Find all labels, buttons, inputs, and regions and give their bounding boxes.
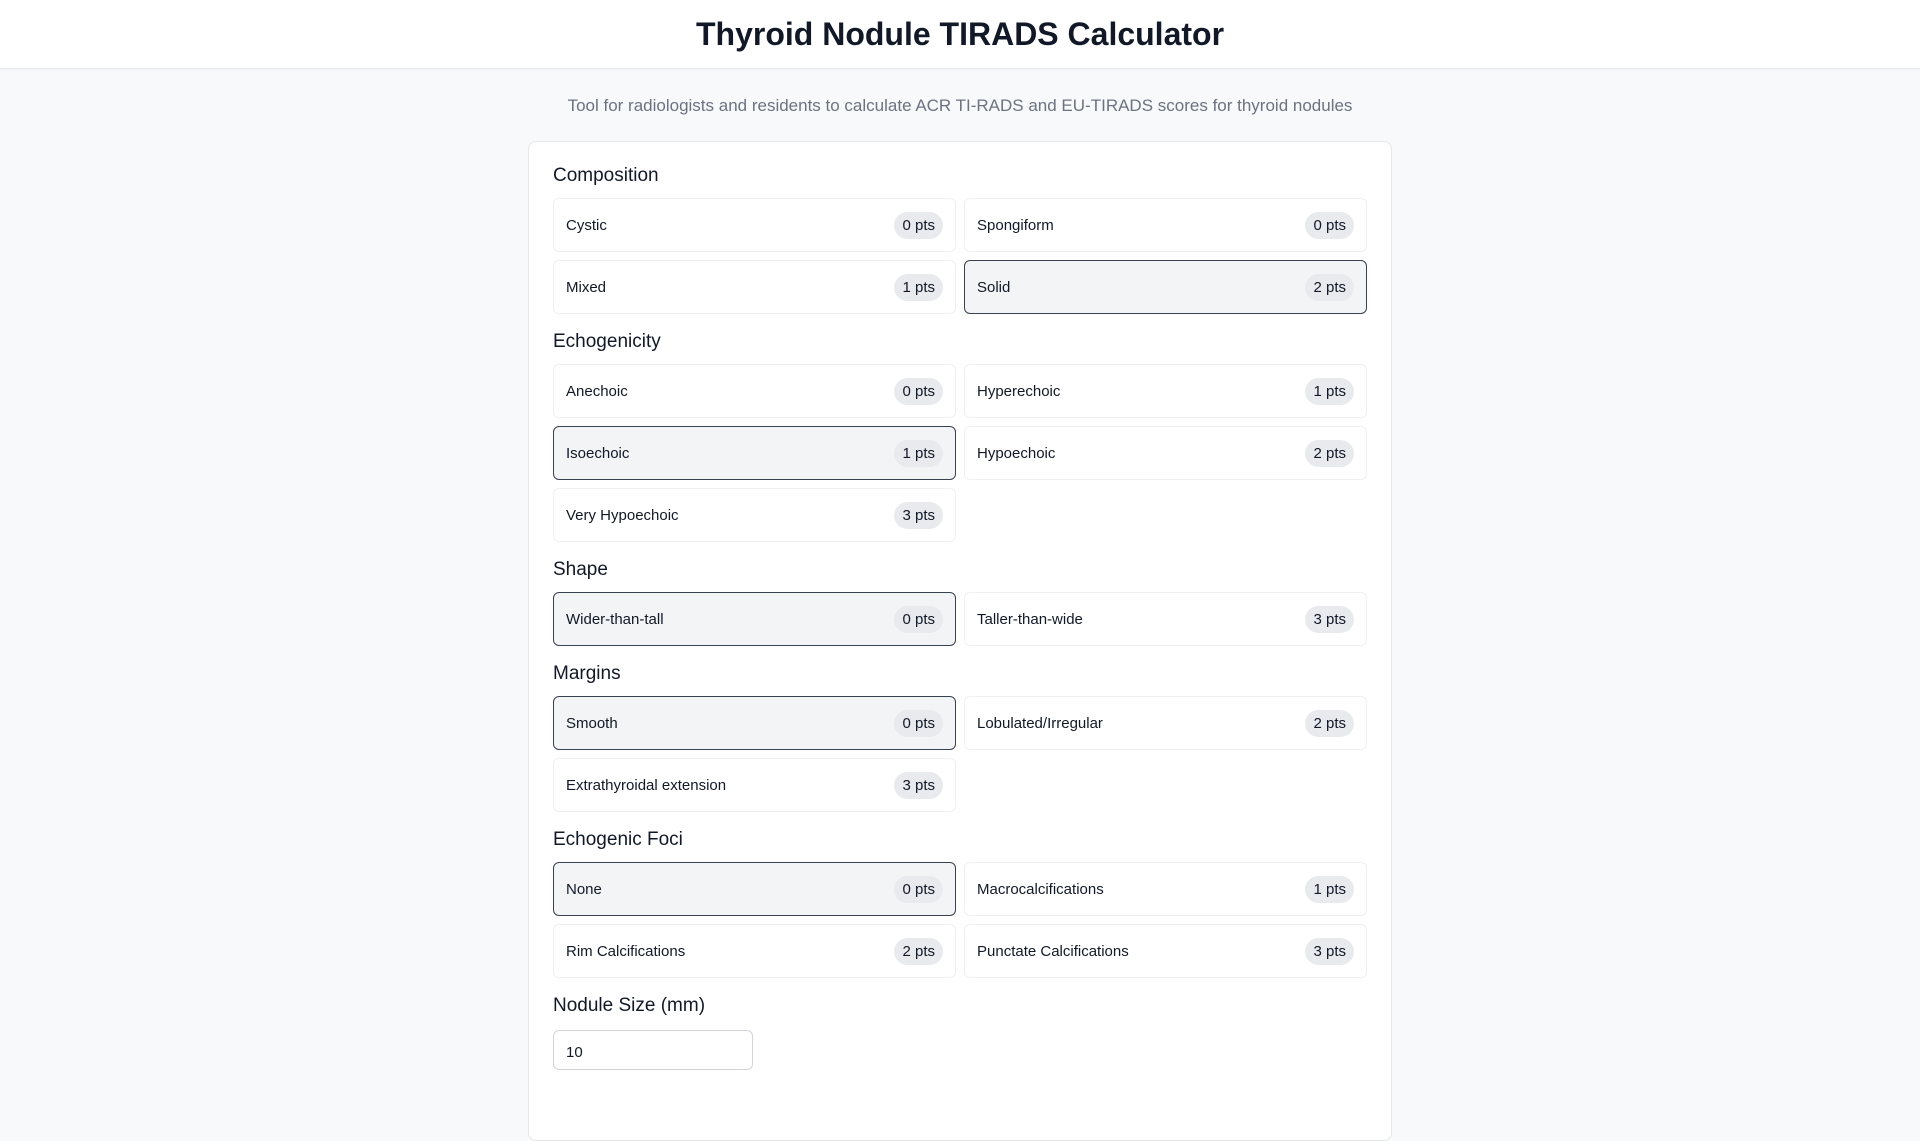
section-echogenicity	[553, 328, 1367, 542]
option-label: Anechoic	[566, 382, 628, 400]
option-very-hypoechoic[interactable]	[553, 488, 956, 542]
points-badge: 0 pts	[894, 876, 943, 903]
option-cystic[interactable]	[553, 198, 956, 252]
points-badge: 0 pts	[894, 606, 943, 633]
option-grid	[553, 592, 1367, 646]
page-subtitle: Tool for radiologists and residents to calculate ACR TI-RADS and EU-TIRADS scores for thyroid nodules	[567, 96, 1353, 115]
option-hyperechoic[interactable]	[964, 364, 1367, 418]
nodule-size-section	[553, 992, 1367, 1070]
section-title: Nodule Size (mm)	[553, 995, 706, 1016]
option-label: Hyperechoic	[977, 382, 1061, 400]
option-smooth[interactable]	[553, 696, 956, 750]
points-badge: 1 pts	[894, 274, 943, 301]
option-grid	[553, 696, 1367, 812]
option-label: Solid	[977, 278, 1011, 296]
option-macrocalcifications[interactable]	[964, 862, 1367, 916]
option-label: Macrocalcifications	[977, 880, 1104, 898]
points-badge: 3 pts	[1305, 938, 1354, 965]
option-label: Wider-than-tall	[566, 610, 664, 628]
option-grid	[553, 198, 1367, 314]
option-label: Isoechoic	[566, 444, 630, 462]
option-extrathyroidal-extension[interactable]	[553, 758, 956, 812]
header	[0, 0, 1920, 69]
points-badge: 2 pts	[1305, 440, 1354, 467]
option-label: Smooth	[566, 714, 618, 732]
points-badge: 2 pts	[1305, 274, 1354, 301]
option-label: Lobulated/Irregular	[977, 714, 1103, 732]
points-badge: 0 pts	[894, 378, 943, 405]
option-solid[interactable]	[964, 260, 1367, 314]
points-badge: 3 pts	[1305, 606, 1354, 633]
option-hypoechoic[interactable]	[964, 426, 1367, 480]
option-label: Mixed	[566, 278, 607, 296]
section-echogenic-foci	[553, 826, 1367, 978]
option-isoechoic[interactable]	[553, 426, 956, 480]
section-title: Echogenicity	[553, 331, 661, 352]
points-badge: 2 pts	[1305, 710, 1354, 737]
points-badge: 1 pts	[894, 440, 943, 467]
points-badge: 3 pts	[894, 502, 943, 529]
points-badge: 1 pts	[1305, 876, 1354, 903]
option-grid	[553, 862, 1367, 978]
section-title: Margins	[553, 663, 621, 684]
section-margins	[553, 660, 1367, 812]
option-label: None	[566, 880, 602, 898]
option-label: Hypoechoic	[977, 444, 1056, 462]
option-label: Taller-than-wide	[977, 610, 1083, 628]
points-badge: 2 pts	[894, 938, 943, 965]
points-badge: 0 pts	[894, 212, 943, 239]
nodule-size-input[interactable]	[553, 1030, 753, 1070]
option-label: Spongiform	[977, 216, 1054, 234]
points-badge: 0 pts	[1305, 212, 1354, 239]
option-label: Cystic	[566, 216, 607, 234]
option-taller-than-wide[interactable]	[964, 592, 1367, 646]
points-badge: 3 pts	[894, 772, 943, 799]
option-spongiform[interactable]	[964, 198, 1367, 252]
section-title: Shape	[553, 559, 608, 580]
points-badge: 0 pts	[894, 710, 943, 737]
calculator-card	[528, 141, 1392, 1141]
option-grid	[553, 364, 1367, 542]
section-composition	[553, 162, 1367, 314]
option-lobulated-irregular[interactable]	[964, 696, 1367, 750]
section-title: Echogenic Foci	[553, 829, 683, 850]
option-anechoic[interactable]	[553, 364, 956, 418]
option-label: Punctate Calcifications	[977, 942, 1129, 960]
criteria-sections	[553, 162, 1367, 978]
option-none[interactable]	[553, 862, 956, 916]
option-wider-than-tall[interactable]	[553, 592, 956, 646]
option-label: Rim Calcifications	[566, 942, 686, 960]
option-punctate-calcifications[interactable]	[964, 924, 1367, 978]
option-mixed[interactable]	[553, 260, 956, 314]
option-label: Extrathyroidal extension	[566, 776, 727, 794]
page-title: Thyroid Nodule TIRADS Calculator	[695, 15, 1225, 52]
option-rim-calcifications[interactable]	[553, 924, 956, 978]
points-badge: 1 pts	[1305, 378, 1354, 405]
option-label: Very Hypoechoic	[566, 506, 679, 524]
section-shape	[553, 556, 1367, 646]
section-title: Composition	[553, 165, 659, 186]
